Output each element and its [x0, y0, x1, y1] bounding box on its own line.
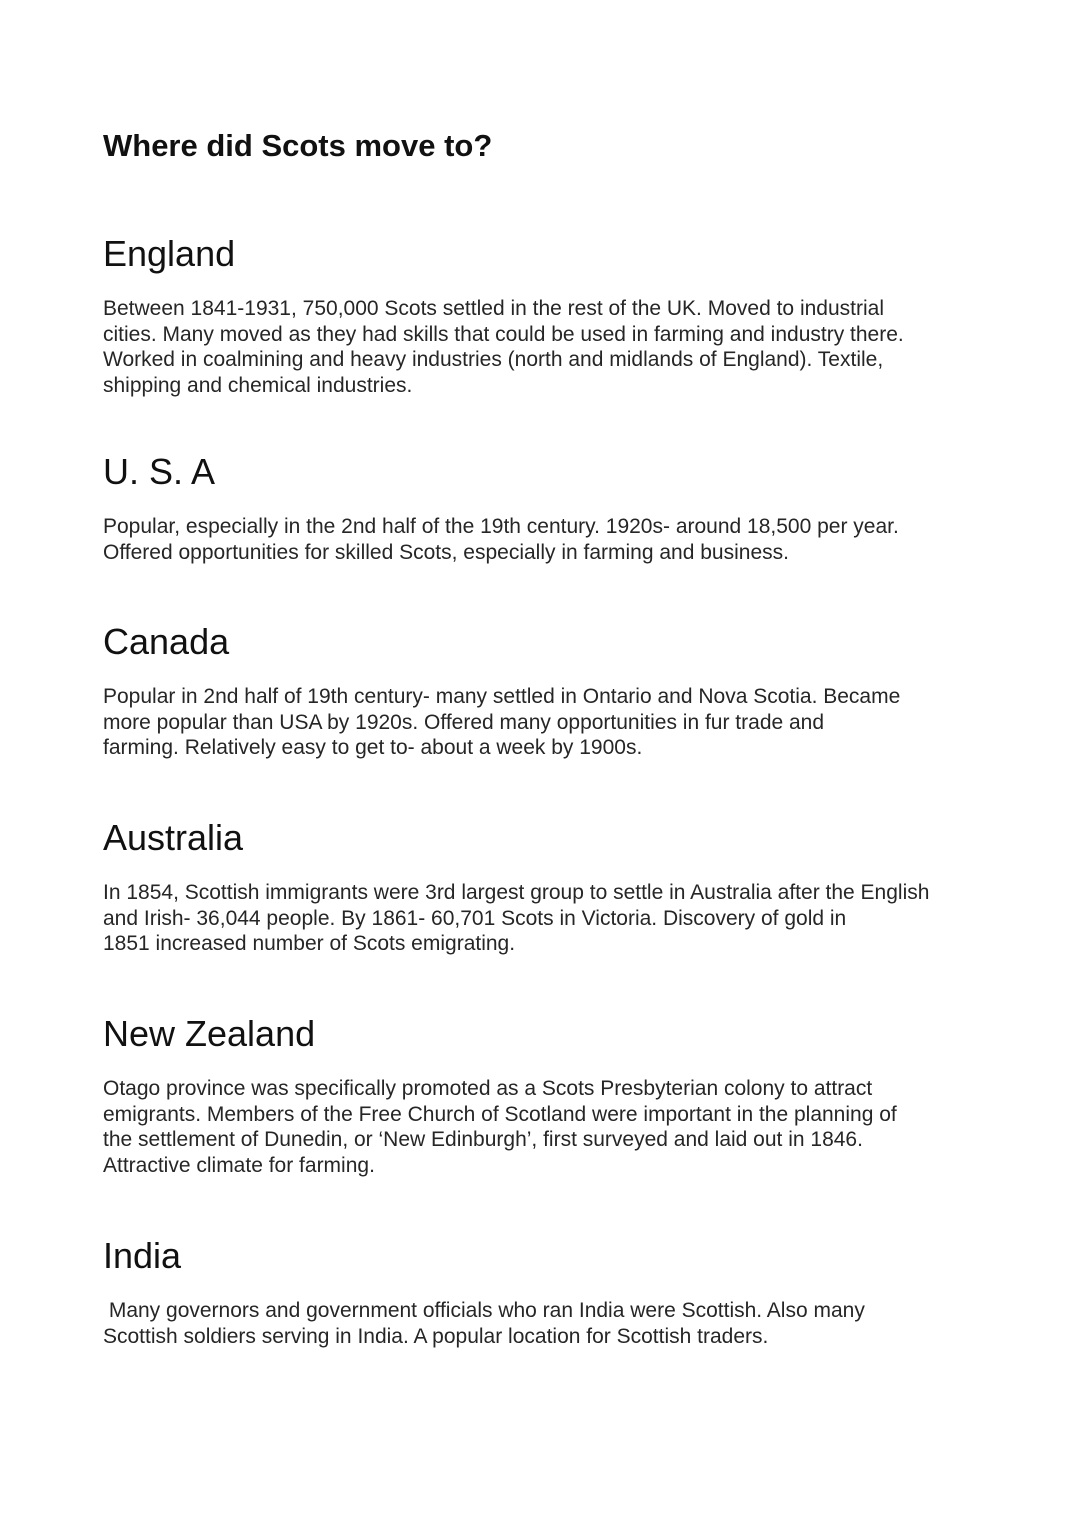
body-line: Popular, especially in the 2nd half of the 19th century. 1920s- around 18,500 per year.	[103, 515, 899, 538]
section-canada	[103, 620, 983, 761]
section-england	[103, 232, 983, 398]
body-line: cities. Many moved as they had skills that could be used in farming and industry there.	[103, 322, 904, 346]
body-line: 1851 increased number of Scots emigrating.	[103, 932, 516, 955]
body-line: Attractive climate for farming.	[103, 1153, 375, 1177]
body-line: Scottish soldiers serving in India. A popular location for Scottish traders.	[103, 1324, 769, 1348]
body-line: Many governors and government officials who ran India were Scottish. Also many	[103, 1299, 865, 1322]
section-new-zealand	[103, 1012, 983, 1178]
section-body	[103, 1076, 983, 1178]
section-heading: England	[103, 233, 236, 274]
body-line: and Irish- 36,044 people. By 1861- 60,701 Scots in Victoria. Discovery of gold in	[103, 906, 847, 930]
section-heading: New Zealand	[103, 1013, 316, 1054]
body-line: Between 1841-1931, 750,000 Scots settled in the rest of the UK. Moved to industrial	[103, 297, 884, 320]
body-line: emigrants. Members of the Free Church of Scotland were important in the planning of	[103, 1102, 897, 1126]
body-line: more popular than USA by 1920s. Offered many opportunities in fur trade and	[103, 710, 825, 734]
body-line: Otago province was specifically promoted as a Scots Presbyterian colony to attract	[103, 1077, 873, 1100]
body-line: farming. Relatively easy to get to- about a week by 1900s.	[103, 736, 643, 759]
body-line: Offered opportunities for skilled Scots, especially in farming and business.	[103, 540, 789, 564]
section-body	[103, 684, 983, 761]
section-heading: Australia	[103, 817, 244, 858]
section-body	[103, 514, 983, 565]
body-line: the settlement of Dunedin, or ‘New Edinburgh’, first surveyed and laid out in 1846.	[103, 1128, 863, 1151]
section-body	[103, 1298, 983, 1349]
section-india	[103, 1234, 983, 1349]
section-heading: India	[103, 1235, 182, 1276]
page-title: Where did Scots move to?	[103, 128, 493, 163]
section-usa	[103, 450, 983, 565]
section-body	[103, 296, 983, 398]
body-line: Popular in 2nd half of 19th century- many settled in Ontario and Nova Scotia. Became	[103, 685, 901, 708]
section-body	[103, 880, 983, 957]
section-heading: U. S. A	[103, 451, 216, 492]
body-line: Worked in coalmining and heavy industries (north and midlands of England). Textile,	[103, 348, 884, 371]
body-line: shipping and chemical industries.	[103, 373, 413, 397]
section-australia	[103, 816, 983, 957]
section-heading: Canada	[103, 621, 230, 662]
body-line: In 1854, Scottish immigrants were 3rd largest group to settle in Australia after the English	[103, 881, 930, 904]
